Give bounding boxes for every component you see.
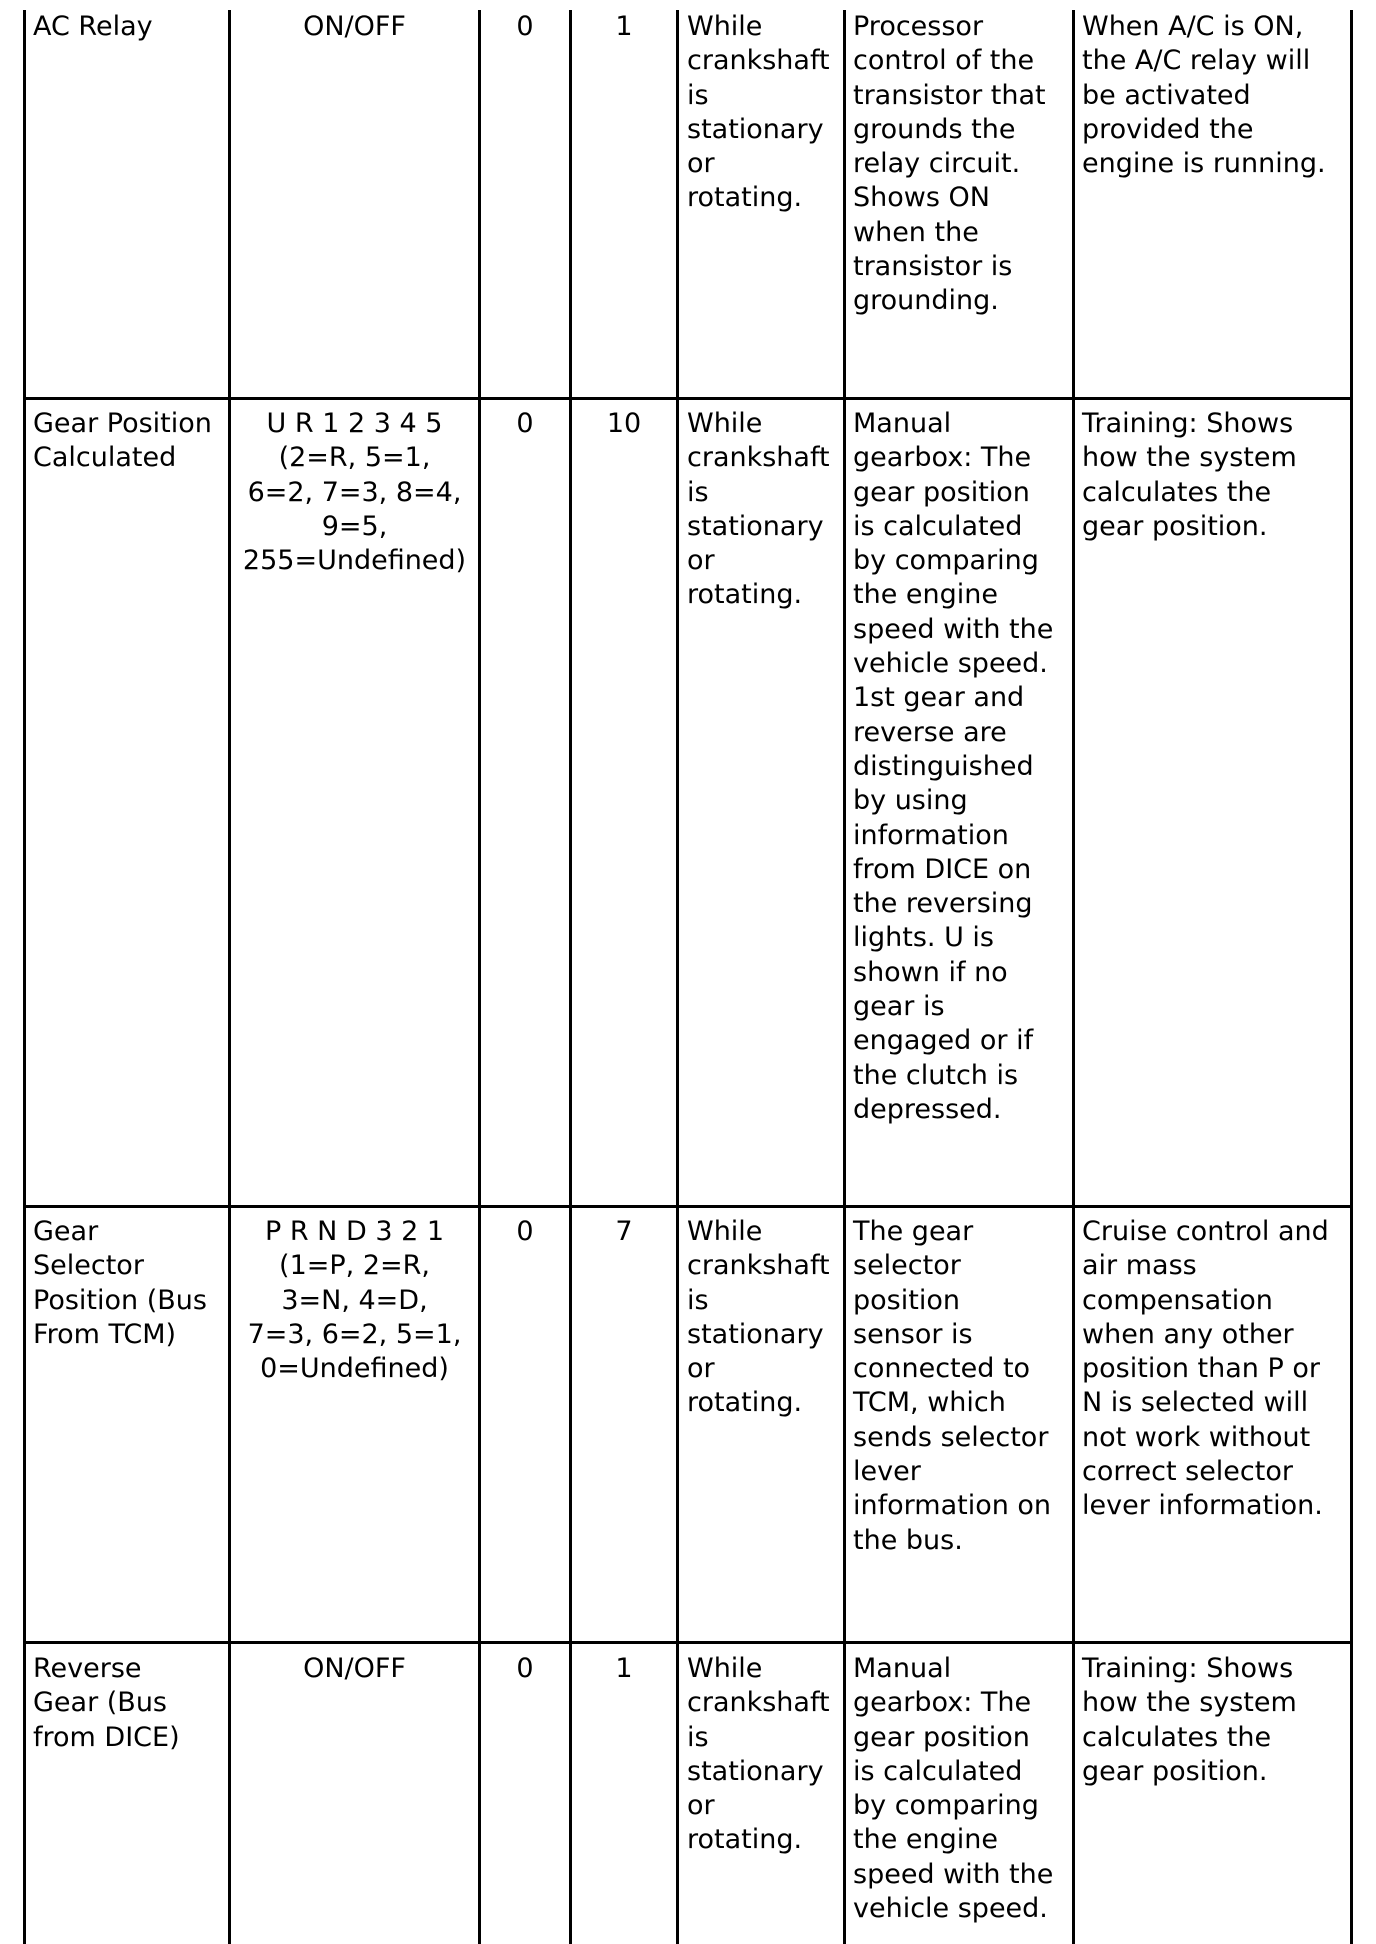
row-divider	[23, 1205, 1353, 1208]
table-cell-condition: While crankshaft is stationary or rotating.	[687, 1653, 830, 1856]
table-cell-condition: While crankshaft is stationary or rotating.	[687, 1216, 830, 1419]
table-cell-max: 1	[615, 1653, 633, 1684]
table-cell-parameter: Gear Selector Position (Bus From TCM)	[33, 1216, 207, 1350]
column-divider	[676, 10, 679, 1944]
table-cell-condition: While crankshaft is stationary or rotating.	[687, 408, 830, 611]
table-cell-max: 1	[615, 11, 633, 42]
table-cell-values: P R N D 3 2 1 (1=P, 2=R, 3=N, 4=D, 7=3, 6=2, 5=1, 0=Undefined)	[247, 1216, 462, 1385]
table-cell-description: Processor control of the transistor that grounds the relay circuit. Shows ON when the transistor is grounding.	[853, 11, 1046, 317]
table-cell-notes: Cruise control and air mass compensation when any other position than P or N is selected will not work without correct selector lever information.	[1082, 1216, 1329, 1522]
table-cell-notes: Training: Shows how the system calculates the gear position.	[1082, 1653, 1297, 1787]
table-cell-values: U R 1 2 3 4 5 (2=R, 5=1, 6=2, 7=3, 8=4, 9=5, 255=Undefined)	[242, 408, 467, 577]
column-divider	[1350, 10, 1353, 1944]
table-cell-min: 0	[516, 1653, 534, 1684]
table-cell-min: 0	[516, 408, 534, 439]
column-divider	[23, 10, 26, 1944]
table-cell-min: 0	[516, 1216, 534, 1247]
table-cell-max: 7	[615, 1216, 633, 1247]
table-cell-description: Manual gearbox: The gear position is calculated by comparing the engine speed with the vehicle speed. 1st gear and reverse are distinguished by using information from DICE on the reversing lights. U is shown if no gear is engaged or if the clutch is depressed.	[853, 408, 1054, 1125]
table-cell-values: ON/OFF	[303, 11, 406, 42]
table-cell-description: Manual gearbox: The gear position is calculated by comparing the engine speed with the vehicle speed.	[853, 1653, 1054, 1925]
table-cell-parameter: Reverse Gear (Bus from DICE)	[33, 1653, 180, 1753]
table-cell-max: 10	[606, 408, 642, 439]
table-cell-values: ON/OFF	[303, 1653, 406, 1684]
table-cell-notes: Training: Shows how the system calculates the gear position.	[1082, 408, 1297, 542]
column-divider	[1072, 10, 1075, 1944]
column-divider	[843, 10, 846, 1944]
table-cell-condition: While crankshaft is stationary or rotating.	[687, 11, 830, 214]
table-cell-notes: When A/C is ON, the A/C relay will be activated provided the engine is running.	[1082, 11, 1326, 180]
table-cell-parameter: Gear Position Calculated	[33, 408, 212, 474]
table-cell-min: 0	[516, 11, 534, 42]
table-cell-description: The gear selector position sensor is connected to TCM, which sends selector lever information on the bus.	[853, 1216, 1052, 1556]
row-divider	[23, 397, 1353, 400]
table-cell-parameter: AC Relay	[33, 11, 153, 42]
row-divider	[23, 1641, 1353, 1644]
